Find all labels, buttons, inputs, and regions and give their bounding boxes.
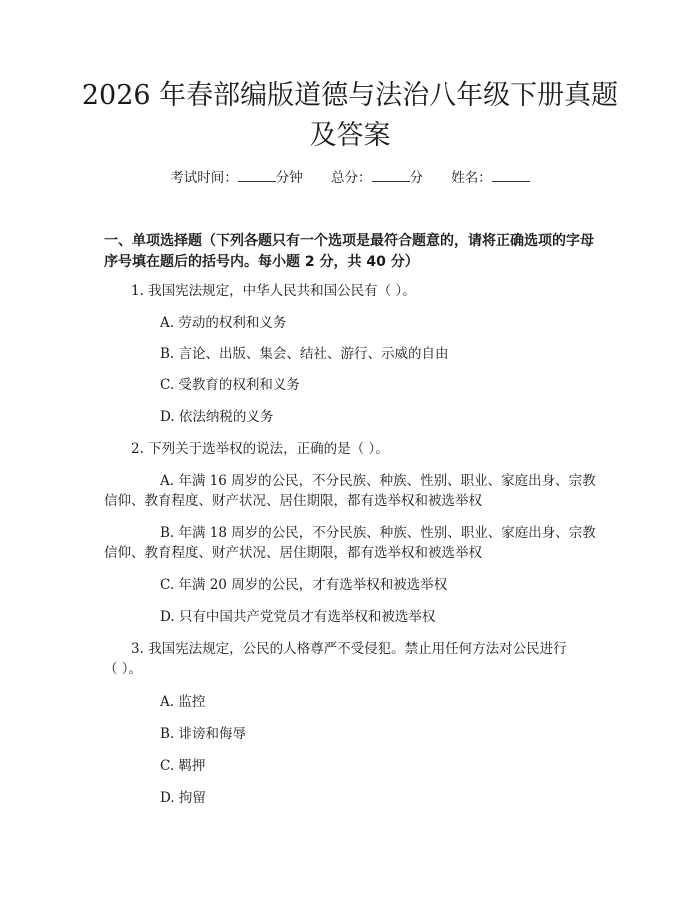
question-2-option-a-cont: 信仰、教育程度、财产状况、居住期限，都有选举权和被选举权	[104, 493, 482, 509]
question-3-option-b: B. 诽谤和侮辱	[160, 726, 247, 742]
section-heading	[104, 231, 600, 273]
question-3-option-d: D. 拘留	[160, 790, 206, 806]
question-1-option-a: A. 劳动的权利和义务	[160, 315, 287, 331]
title-line-1: 2026 年春部编版道德与法治八年级下册真题	[81, 80, 619, 111]
time-label: 考试时间：	[170, 170, 238, 186]
title-line-2: 及答案	[309, 120, 391, 151]
question-2-option-c: C. 年满 20 周岁的公民，才有选举权和被选举权	[160, 577, 448, 593]
question-2-option-b-cont: 信仰、教育程度、财产状况、居住期限，都有选举权和被选举权	[104, 545, 482, 561]
question-3-stem-cont: （ ）。	[104, 661, 143, 677]
question-3-option-c: C. 羁押	[160, 758, 206, 774]
question-1-option-d: D. 依法纳税的义务	[160, 409, 274, 425]
time-unit: 分钟	[275, 170, 303, 186]
section-heading-line-1: 一、单项选择题（下列各题只有一个选项是最符合题意的，请将正确选项的字母	[104, 233, 594, 249]
question-3-stem: 3. 我国宪法规定，公民的人格尊严不受侵犯。禁止用任何方法对公民进行	[131, 641, 567, 657]
total-score	[331, 167, 423, 188]
score-blank	[372, 167, 410, 182]
name-blank	[492, 167, 530, 182]
name-label: 姓名：	[451, 170, 492, 186]
time-blank	[238, 167, 276, 182]
section-heading-line-2: 序号填在题后的括号内。每小题 2 分，共 40 分）	[104, 254, 419, 270]
exam-time	[170, 167, 303, 188]
question-2-option-a: A. 年满 16 周岁的公民，不分民族、种族、性别、职业、家庭出身、宗教	[160, 473, 596, 489]
question-2-option-d: D. 只有中国共产党党员才有选举权和被选举权	[160, 609, 436, 625]
score-label: 总分：	[331, 170, 372, 186]
question-2-stem: 2. 下列关于选举权的说法，正确的是（ ）。	[131, 441, 389, 457]
document-title	[60, 76, 640, 156]
question-3-option-a: A. 监控	[160, 694, 206, 710]
student-name	[451, 167, 530, 188]
question-2-option-b: B. 年满 18 周岁的公民，不分民族、种族、性别、职业、家庭出身、宗教	[160, 525, 596, 541]
question-1-option-c: C. 受教育的权利和义务	[160, 377, 300, 393]
score-unit: 分	[409, 170, 423, 186]
exam-meta	[0, 167, 700, 188]
question-1-option-b: B. 言论、出版、集会、结社、游行、示威的自由	[160, 346, 449, 362]
question-1-stem: 1. 我国宪法规定，中华人民共和国公民有（ ）。	[131, 283, 416, 299]
